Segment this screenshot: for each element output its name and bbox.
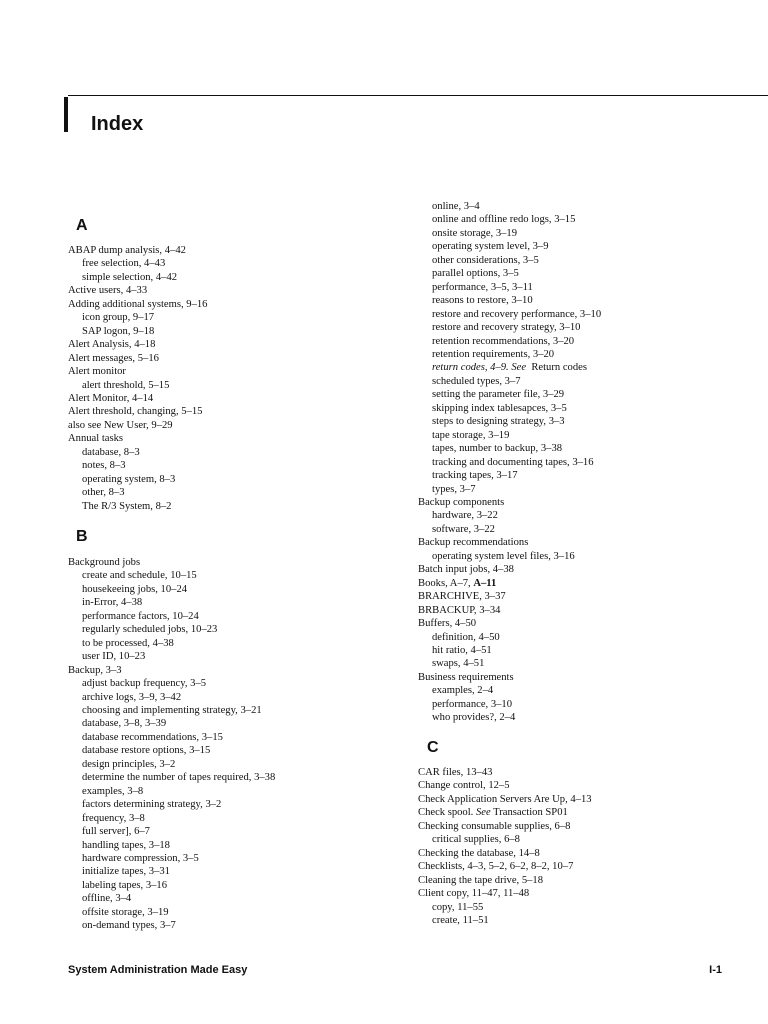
index-subentry: tracking and documenting tapes, 3–16 bbox=[432, 456, 594, 468]
index-entry: CAR files, 13–43 bbox=[418, 767, 493, 778]
index-entry: Cleaning the tape drive, 5–18 bbox=[418, 874, 544, 886]
index-subentry: icon group, 9–17 bbox=[82, 312, 155, 324]
index-subentry: database, 8–3 bbox=[82, 446, 140, 458]
index-subentry: in-Error, 4–38 bbox=[82, 597, 143, 609]
index-subentry: choosing and implementing strategy, 3–21 bbox=[82, 704, 262, 716]
index-subentry: archive logs, 3–9, 3–42 bbox=[82, 691, 182, 703]
index-subentry: full server], 6–7 bbox=[82, 826, 150, 838]
index-entry: also see New User, 9–29 bbox=[68, 419, 173, 431]
index-entry: Background jobs bbox=[68, 557, 141, 568]
index-subentry: setting the parameter file, 3–29 bbox=[432, 389, 565, 401]
index-entry: Alert Monitor, 4–14 bbox=[68, 392, 154, 404]
index-subentry: copy, 11–55 bbox=[432, 901, 484, 913]
index-subentry: operating system, 8–3 bbox=[82, 473, 176, 485]
see-italic: See bbox=[475, 807, 491, 819]
index-entry: Alert threshold, changing, 5–15 bbox=[68, 406, 203, 418]
index-subentry: user ID, 10–23 bbox=[82, 651, 146, 663]
index-subentry: performance factors, 10–24 bbox=[82, 610, 199, 622]
index-subentry: regularly scheduled jobs, 10–23 bbox=[82, 624, 218, 636]
index-entry: Active users, 4–33 bbox=[68, 285, 148, 297]
index-subentry: offsite storage, 3–19 bbox=[82, 906, 169, 918]
index-subentry: skipping index tablesapces, 3–5 bbox=[432, 402, 567, 414]
index-entry: Checking consumable supplies, 6–8 bbox=[418, 820, 571, 832]
index-entry: BRBACKUP, 3–34 bbox=[418, 604, 501, 616]
index-subentry: frequency, 3–8 bbox=[82, 812, 145, 824]
see-reference-target: Return codes bbox=[526, 362, 587, 374]
index-entry: Buffers, 4–50 bbox=[418, 618, 477, 630]
check-spool-label: Check spool. bbox=[418, 807, 476, 819]
index-subentry: on-demand types, 3–7 bbox=[82, 920, 176, 932]
index-subentry: performance, 3–5, 3–11 bbox=[432, 281, 533, 293]
index-subentry: create and schedule, 10–15 bbox=[82, 570, 197, 582]
index-entry: Change control, 12–5 bbox=[418, 780, 510, 792]
index-subentry: free selection, 4–43 bbox=[82, 258, 166, 270]
index-subentry: critical supplies, 6–8 bbox=[432, 834, 520, 846]
index-subentry: swaps, 4–51 bbox=[432, 658, 485, 670]
index-subentry: software, 3–22 bbox=[432, 523, 495, 535]
index-subentry: alert threshold, 5–15 bbox=[82, 379, 170, 391]
index-subentry: database recommendations, 3–15 bbox=[82, 731, 223, 743]
index-subentry: offline, 3–4 bbox=[82, 893, 132, 905]
section-letter-c: C bbox=[427, 739, 439, 756]
index-subentry: parallel options, 3–5 bbox=[432, 268, 519, 280]
index-subentry: who provides?, 2–4 bbox=[432, 712, 516, 724]
index-subentry: hardware compression, 3–5 bbox=[82, 852, 199, 864]
check-spool-target: Transaction SP01 bbox=[490, 807, 568, 819]
index-entry-books bbox=[418, 577, 758, 590]
index-subentry: examples, 3–8 bbox=[82, 785, 144, 797]
index-subentry: to be processed, 4–38 bbox=[82, 637, 174, 649]
index-subentry: operating system level files, 3–16 bbox=[432, 550, 575, 562]
section-c-entries bbox=[418, 766, 758, 927]
index-subentry: other, 8–3 bbox=[82, 487, 125, 499]
index-subentry: tape storage, 3–19 bbox=[432, 429, 510, 441]
footer-book-title: System Administration Made Easy bbox=[68, 964, 248, 976]
index-subentry: onsite storage, 3–19 bbox=[432, 227, 518, 239]
index-subentry: online and offline redo logs, 3–15 bbox=[432, 214, 576, 226]
index-subentry: restore and recovery strategy, 3–10 bbox=[432, 322, 581, 334]
index-subentry: examples, 2–4 bbox=[432, 685, 494, 697]
index-subentry: labeling tapes, 3–16 bbox=[82, 879, 168, 891]
index-subentry: other considerations, 3–5 bbox=[432, 254, 539, 266]
index-subentry: initialize tapes, 3–31 bbox=[82, 866, 170, 878]
index-subentry: operating system level, 3–9 bbox=[432, 241, 549, 253]
index-entry: Batch input jobs, 4–38 bbox=[418, 564, 514, 576]
index-entry: Business requirements bbox=[418, 671, 514, 683]
index-subentry: SAP logon, 9–18 bbox=[82, 325, 155, 337]
index-subentry: adjust backup frequency, 3–5 bbox=[82, 678, 207, 690]
index-subentry: scheduled types, 3–7 bbox=[432, 375, 521, 387]
index-subentry: design principles, 3–2 bbox=[82, 758, 176, 770]
index-subentry: definition, 4–50 bbox=[432, 631, 500, 643]
books-pages: Books, A–7, bbox=[418, 577, 474, 589]
index-entry: Alert messages, 5–16 bbox=[68, 352, 159, 364]
index-subentry: handling tapes, 3–18 bbox=[82, 839, 170, 851]
index-entry-check-spool bbox=[418, 806, 758, 819]
page-title: Index bbox=[91, 113, 144, 135]
index-subentry: reasons to restore, 3–10 bbox=[432, 295, 533, 307]
index-subentry: restore and recovery performance, 3–10 bbox=[432, 308, 602, 320]
index-subentry: housekeeing jobs, 10–24 bbox=[82, 583, 188, 595]
index-subentry: online, 3–4 bbox=[432, 201, 480, 212]
index-subentry: tapes, number to backup, 3–38 bbox=[432, 443, 563, 455]
index-subentry: database, 3–8, 3–39 bbox=[82, 718, 167, 730]
section-letter-a: A bbox=[76, 217, 88, 234]
index-entry: Checklists, 4–3, 5–2, 6–2, 8–2, 10–7 bbox=[418, 861, 574, 873]
index-entry: Backup recommendations bbox=[418, 537, 529, 549]
index-subentry: performance, 3–10 bbox=[432, 698, 513, 710]
index-subentry: determine the number of tapes required, 3–38 bbox=[82, 772, 276, 784]
index-subentry: database restore options, 3–15 bbox=[82, 745, 211, 757]
index-entry: Check Application Servers Are Up, 4–13 bbox=[418, 793, 592, 805]
index-subentry: create, 11–51 bbox=[432, 914, 489, 926]
section-a-entries bbox=[68, 244, 408, 513]
index-entry: Backup, 3–3 bbox=[68, 664, 122, 676]
index-subentry-see-reference bbox=[418, 361, 758, 374]
index-subentry: hardware, 3–22 bbox=[432, 510, 498, 522]
books-main-page: A–11 bbox=[473, 577, 497, 589]
section-letter-b: B bbox=[76, 528, 88, 545]
index-subentry: steps to designing strategy, 3–3 bbox=[432, 416, 565, 428]
index-subentry: notes, 8–3 bbox=[82, 460, 126, 472]
index-entry: Adding additional systems, 9–16 bbox=[68, 298, 208, 310]
index-entry: Alert monitor bbox=[68, 366, 126, 378]
index-subentry: types, 3–7 bbox=[432, 483, 476, 495]
header-rule bbox=[68, 95, 768, 96]
section-b-continued-entries bbox=[418, 200, 758, 725]
index-entry: Annual tasks bbox=[68, 433, 124, 445]
index-subentry: retention recommendations, 3–20 bbox=[432, 335, 575, 347]
index-entry: Client copy, 11–47, 11–48 bbox=[418, 888, 530, 900]
index-entry: Checking the database, 14–8 bbox=[418, 847, 540, 859]
index-entry: Alert Analysis, 4–18 bbox=[68, 339, 156, 351]
index-subentry: simple selection, 4–42 bbox=[82, 271, 178, 283]
index-subentry: hit ratio, 4–51 bbox=[432, 644, 492, 656]
section-b-entries bbox=[68, 556, 408, 933]
index-subentry: retention requirements, 3–20 bbox=[432, 348, 555, 360]
index-subentry: tracking tapes, 3–17 bbox=[432, 470, 518, 482]
see-reference-italic: return codes, 4–9. See bbox=[432, 362, 527, 374]
index-entry: BRARCHIVE, 3–37 bbox=[418, 591, 506, 603]
title-accent-bar bbox=[64, 97, 68, 132]
footer-page-number: I-1 bbox=[709, 964, 722, 976]
index-subentry: factors determining strategy, 3–2 bbox=[82, 799, 222, 811]
index-entry: Backup components bbox=[418, 496, 505, 508]
index-subentry: The R/3 System, 8–2 bbox=[82, 500, 172, 512]
index-entry: ABAP dump analysis, 4–42 bbox=[68, 245, 186, 256]
